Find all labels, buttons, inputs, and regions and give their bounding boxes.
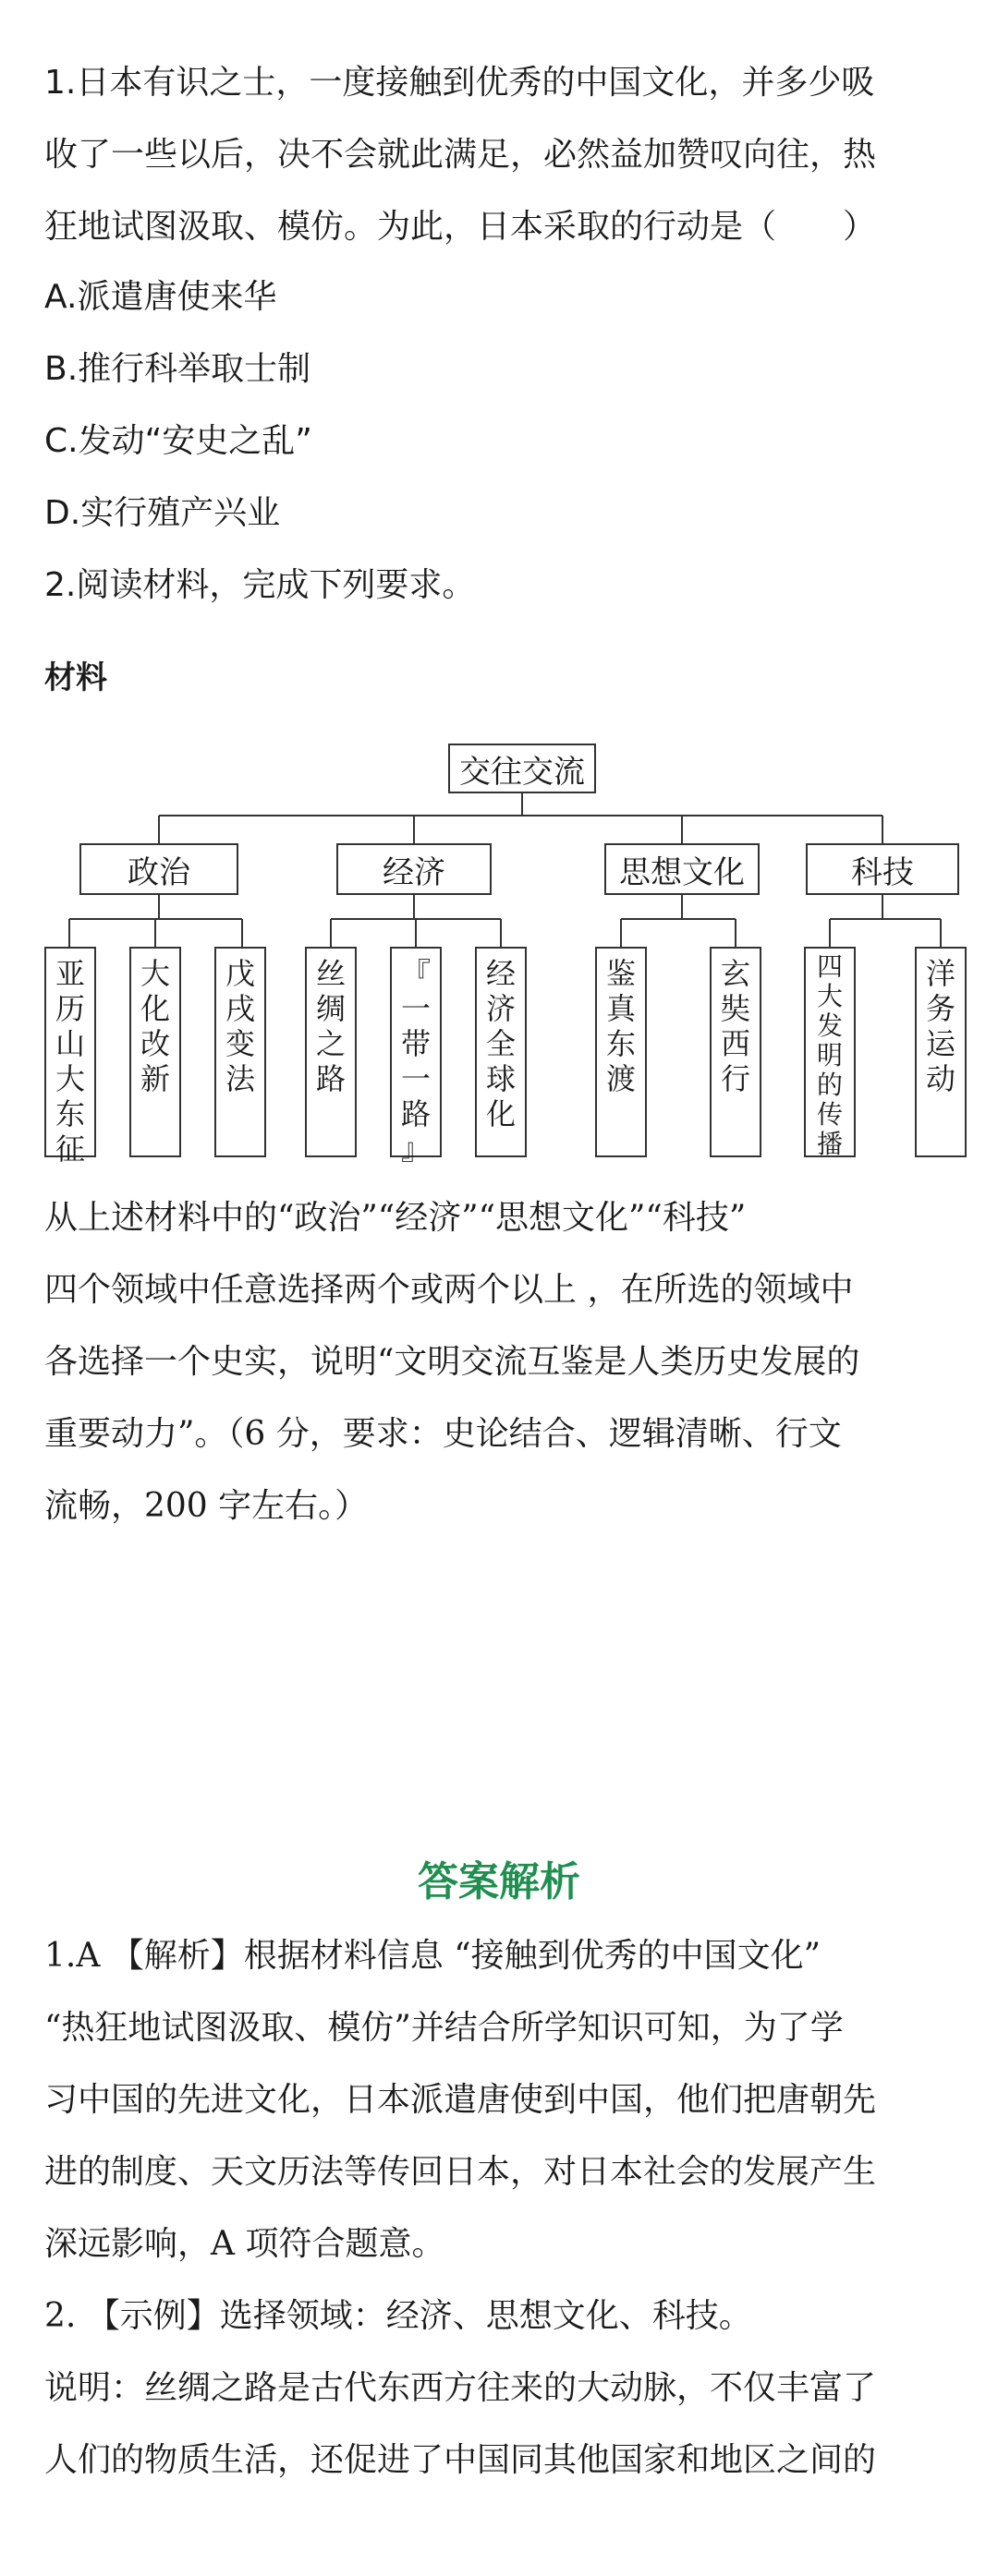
answer-1-line-1: 1.A 【解析】根据材料信息 “接触到优秀的中国文化” [44,1937,822,1975]
answer-1-line-3: 习中国的先进文化，日本派遣唐使到中国，他们把唐朝先 [44,2081,877,2119]
leaf-westernization-movement: 洋 务 运 动 [915,947,967,1157]
leaf-wuxu-reform: 戊 戌 变 法 [214,947,266,1157]
category-culture: 思想文化 [604,843,760,895]
answer-1-line-4: 进的制度、天文历法等传回日本，对日本社会的发展产生 [44,2153,877,2191]
prompt-line-2: 四个领域中任意选择两个或两个以上 ，在所选的领域中 [44,1271,854,1309]
leaf-economic-globalization: 经 济 全 球 化 [475,947,527,1157]
leaf-belt-and-road: 『 一 带 一 路 』 [390,947,442,1157]
option-c: C.发动“安史之乱” [44,422,312,460]
answer-2-line-2: 说明：丝绸之路是古代东西方往来的大动脉，不仅丰富了 [44,2369,877,2407]
leaf-four-inventions: 四 大 发 明 的 传 播 [804,947,856,1157]
leaf-taika-reform: 大 化 改 新 [129,947,181,1157]
leaf-alexander-expedition: 亚 历 山 大 东 征 [44,947,96,1157]
answer-heading: 答案解析 [418,1858,580,1905]
material-label: 材料 [44,659,107,696]
option-d: D.实行殖产兴业 [44,494,281,532]
option-b: B.推行科举取士制 [44,350,311,388]
question-1-line-3: 狂地试图汲取、模仿。为此，日本采取的行动是（ ） [44,208,877,246]
leaf-silk-road: 丝 绸 之 路 [305,947,357,1157]
category-technology: 科技 [806,843,959,895]
prompt-line-5: 流畅，200 字左右。） [44,1487,369,1525]
question-1-line-1: 1.日本有识之士，一度接触到优秀的中国文化，并多少吸 [44,64,875,102]
prompt-line-3: 各选择一个史实，说明“文明交流互鉴是人类历史发展的 [44,1343,860,1381]
category-economy: 经济 [336,843,492,895]
category-politics: 政治 [79,843,238,895]
answer-2-line-1: 2. 【示例】选择领域：经济、思想文化、科技。 [44,2297,752,2335]
question-2: 2.阅读材料，完成下列要求。 [44,566,476,604]
answer-2-line-3: 人们的物质生活，还促进了中国同其他国家和地区之间的 [44,2441,877,2479]
answer-1-line-2: “热狂地试图汲取、模仿”并结合所学知识可知，为了学 [44,2009,844,2047]
prompt-line-1: 从上述材料中的“政治”“经济”“思想文化”“科技” [44,1199,747,1237]
leaf-xuanzang-westward: 玄 奘 西 行 [710,947,761,1157]
answer-1-line-5: 深远影响，A 项符合题意。 [44,2225,445,2263]
diagram-root: 交往交流 [448,744,596,793]
question-1-line-2: 收了一些以后，决不会就此满足，必然益加赞叹向往，热 [44,136,877,174]
option-a: A.派遣唐使来华 [44,278,277,316]
leaf-jianzhen-eastward: 鉴 真 东 渡 [595,947,647,1157]
prompt-line-4: 重要动力”。（6 分，要求：史论结合、逻辑清晰、行文 [44,1415,842,1453]
